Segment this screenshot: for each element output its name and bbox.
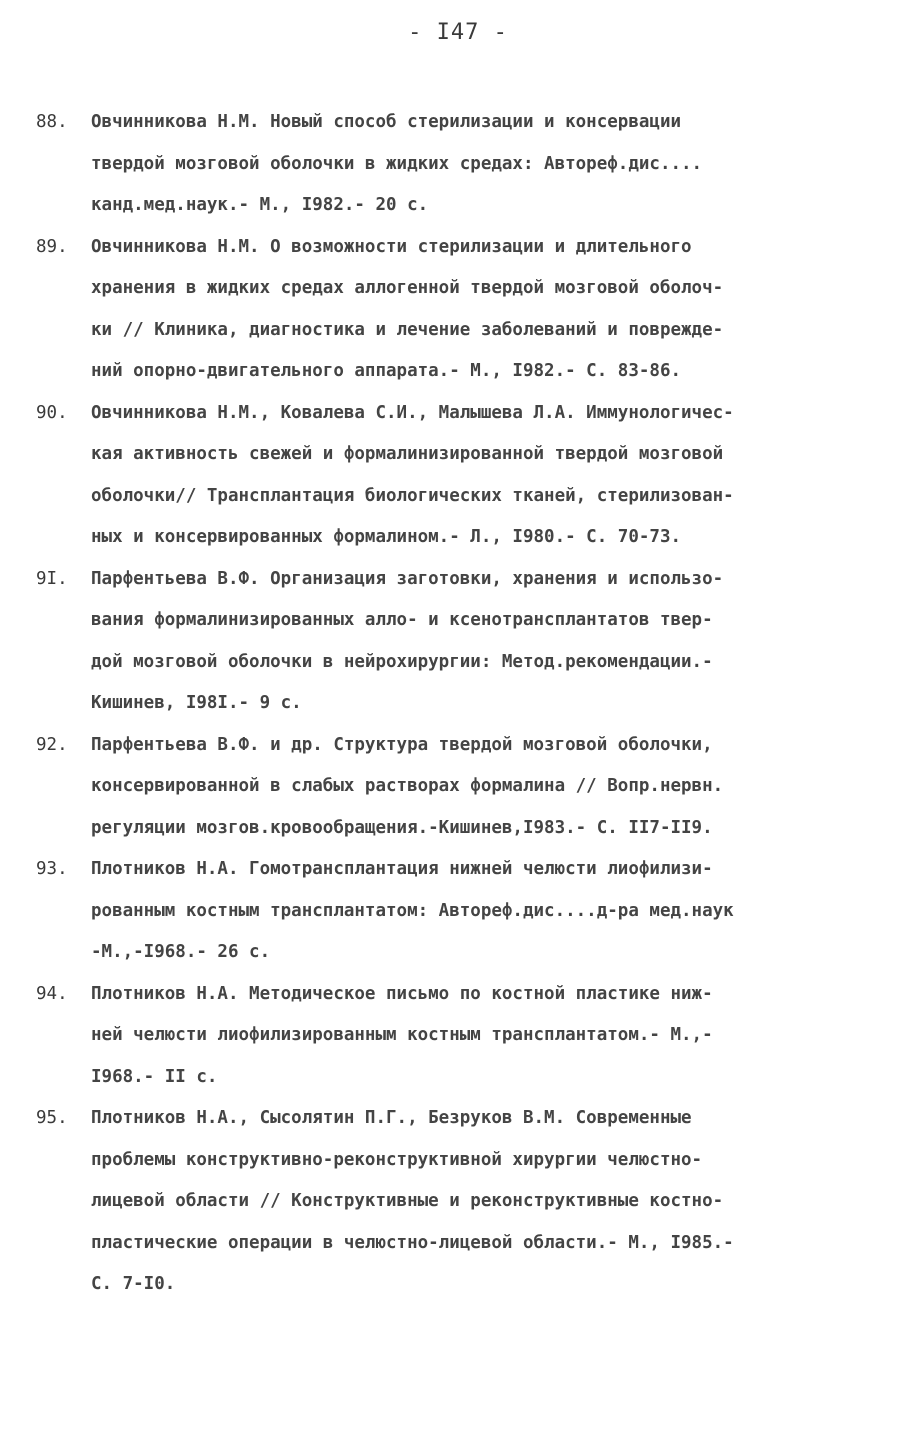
reference-text-line: лицевой области // Конструктивные и реконструктивные костно- <box>91 1191 724 1211</box>
reference-text-line: дой мозговой оболочки в нейрохирургии: Метод.рекомендации.- <box>91 651 713 672</box>
reference-item <box>0 725 916 850</box>
reference-item <box>0 559 916 725</box>
reference-item <box>0 102 916 227</box>
reference-number: 89. <box>36 236 68 257</box>
reference-item <box>0 1098 916 1306</box>
reference-text-line: твердой мозговой оболочки в жидких средах: Автореф.дис.... <box>91 153 703 174</box>
reference-text-line: Овчинникова Н.М., Ковалева С.И., Малышева Л.А. Иммунологичес- <box>91 402 734 423</box>
reference-text-line: Кишинев, I98I.- 9 с. <box>91 693 302 713</box>
reference-text-line: канд.мед.наук.- М., I982.- 20 с. <box>91 195 429 215</box>
reference-text-line: ки // Клиника, диагностика и лечение заболеваний и поврежде- <box>91 319 724 340</box>
reference-number: 9I. <box>36 568 68 589</box>
reference-text-line: рованным костным трансплантатом: Автореф.дис....д-ра мед.наук <box>91 900 734 921</box>
reference-number: 93. <box>36 859 68 879</box>
reference-number: 88. <box>36 112 68 132</box>
reference-text-line: С. 7-I0. <box>91 1274 176 1294</box>
reference-text-line: регуляции мозгов.кровообращения.-Кишинев,I983.- С. II7-II9. <box>91 817 713 838</box>
reference-number: 90. <box>36 402 68 423</box>
reference-text-line: консервированной в слабых растворах формалина // Вопр.нервн. <box>91 776 724 796</box>
reference-text-line: пластические операции в челюстно-лицевой области.- М., I985.- <box>91 1232 734 1253</box>
reference-list <box>0 102 916 1306</box>
reference-item <box>0 393 916 559</box>
reference-item <box>0 974 916 1099</box>
page-number: - I47 - <box>408 20 508 45</box>
reference-text-line: вания формалинизированных алло- и ксенотрансплантатов твер- <box>91 610 713 630</box>
reference-text-line: ней челюсти лиофилизированным костным трансплантатом.- М.,- <box>91 1025 713 1045</box>
reference-text-line: хранения в жидких средах аллогенной твердой мозговой оболоч- <box>91 278 724 298</box>
reference-number: 92. <box>36 734 68 755</box>
reference-text-line: Овчинникова Н.М. Новый способ стерилизации и консервации <box>91 112 682 132</box>
reference-text-line: кая активность свежей и формалинизированной твердой мозговой <box>91 444 724 464</box>
reference-text-line: Плотников Н.А., Сысолятин П.Г., Безруков В.М. Современные <box>91 1108 692 1128</box>
reference-text-line: -М.,-I968.- 26 с. <box>91 942 271 962</box>
reference-number: 95. <box>36 1108 68 1128</box>
reference-text-line: Парфентьева В.Ф. и др. Структура твердой мозговой оболочки, <box>91 734 713 755</box>
reference-text-line: проблемы конструктивно-реконструктивной хирургии челюстно- <box>91 1149 703 1170</box>
reference-text-line: оболочки// Трансплантация биологических тканей, стерилизован- <box>91 485 734 506</box>
reference-item <box>0 227 916 393</box>
reference-item <box>0 849 916 974</box>
reference-text-line: ний опорно-двигательного аппарата.- М., I982.- С. 83-86. <box>91 361 682 381</box>
reference-text-line: I968.- II с. <box>91 1066 218 1087</box>
reference-text-line: ных и консервированных формалином.- Л., I980.- С. 70-73. <box>91 527 682 547</box>
reference-text-line: Овчинникова Н.М. О возможности стерилизации и длительного <box>91 236 692 257</box>
reference-text-line: Плотников Н.А. Методическое письмо по костной пластике ниж- <box>91 983 713 1004</box>
reference-text-line: Парфентьева В.Ф. Организация заготовки, хранения и использо- <box>91 568 724 589</box>
reference-text-line: Плотников Н.А. Гомотрансплантация нижней челюсти лиофилизи- <box>91 859 713 879</box>
reference-number: 94. <box>36 983 68 1004</box>
